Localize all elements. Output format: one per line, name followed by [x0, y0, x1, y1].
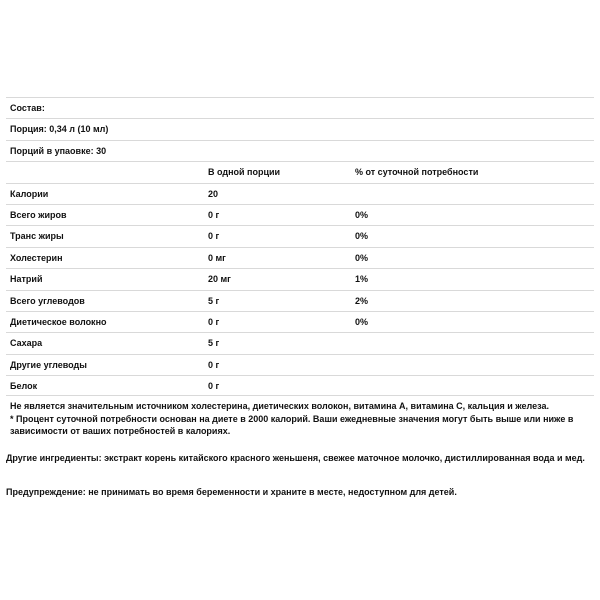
nutrient-name: Другие углеводы [10, 359, 87, 370]
nutrient-name: Сахара [10, 338, 43, 349]
nutrient-daily-value: 0% [355, 231, 369, 242]
table-row [6, 354, 594, 375]
nutrient-amount: 5 г [208, 295, 220, 306]
nutrient-amount: 20 [208, 188, 219, 199]
table-row [6, 290, 594, 311]
table-header-row [6, 161, 594, 182]
table-row [6, 204, 594, 225]
footnote-not-significant-source: Не является значительным источником холестерина, диетических волокон, витамина А, витамина С, кальция и железа. [10, 401, 550, 411]
table-row [6, 375, 594, 396]
nutrient-daily-value: 1% [355, 274, 369, 285]
nutrient-amount: 5 г [208, 338, 220, 349]
nutrient-name: Белок [10, 381, 38, 392]
nutrient-amount: 20 мг [208, 274, 231, 285]
nutrient-name: Холестерин [10, 252, 63, 263]
nutrition-facts-table [6, 97, 594, 396]
nutrient-amount: 0 г [208, 316, 220, 327]
servings-per-container-row [6, 140, 594, 161]
table-row [6, 332, 594, 353]
nutrient-amount: 0 г [208, 209, 220, 220]
nutrient-name: Калории [10, 188, 49, 199]
nutrient-daily-value: 0% [355, 209, 369, 220]
nutrient-daily-value: 0% [355, 252, 369, 263]
table-row [6, 247, 594, 268]
nutrient-amount: 0 г [208, 231, 220, 242]
serving-size-row [6, 118, 594, 139]
nutrient-name: Диетическое волокно [10, 316, 107, 327]
nutrient-amount: 0 мг [208, 252, 226, 263]
nutrient-name: Всего жиров [10, 209, 67, 220]
footnotes [6, 400, 594, 438]
nutrient-daily-value: 0% [355, 316, 369, 327]
footnote-daily-value: * Процент суточной потребности основан на диете в 2000 калорий. Ваши ежедневные значения могут быть выше или ниже в зависимости от ваших потребностей в калориях. [10, 413, 574, 436]
serving-size: Порция: 0,34 л (10 мл) [10, 124, 109, 135]
nutrient-amount: 0 г [208, 381, 220, 392]
table-row [6, 183, 594, 204]
servings-per-container: Порций в упаовке: 30 [10, 145, 107, 156]
nutrient-name: Всего углеводов [10, 295, 85, 306]
nutrient-name: Транс жиры [10, 231, 64, 242]
table-row [6, 268, 594, 289]
header-daily-value: % от суточной потребности [355, 167, 479, 178]
table-row [6, 225, 594, 246]
nutrient-daily-value: 2% [355, 295, 369, 306]
other-ingredients: Другие ингредиенты: экстракт корень китайского красного женьшеня, свежее маточное молочко, дистиллированная вода и мед. [6, 453, 585, 463]
header-per-serving: В одной порции [208, 167, 281, 178]
nutrient-name: Натрий [10, 274, 43, 285]
table-row [6, 311, 594, 332]
nutrient-amount: 0 г [208, 359, 220, 370]
warning-text: Предупреждение: не принимать во время беременности и храните в месте, недоступном для детей. [6, 487, 457, 497]
composition-row [6, 97, 594, 118]
composition-label: Состав: [10, 103, 45, 113]
